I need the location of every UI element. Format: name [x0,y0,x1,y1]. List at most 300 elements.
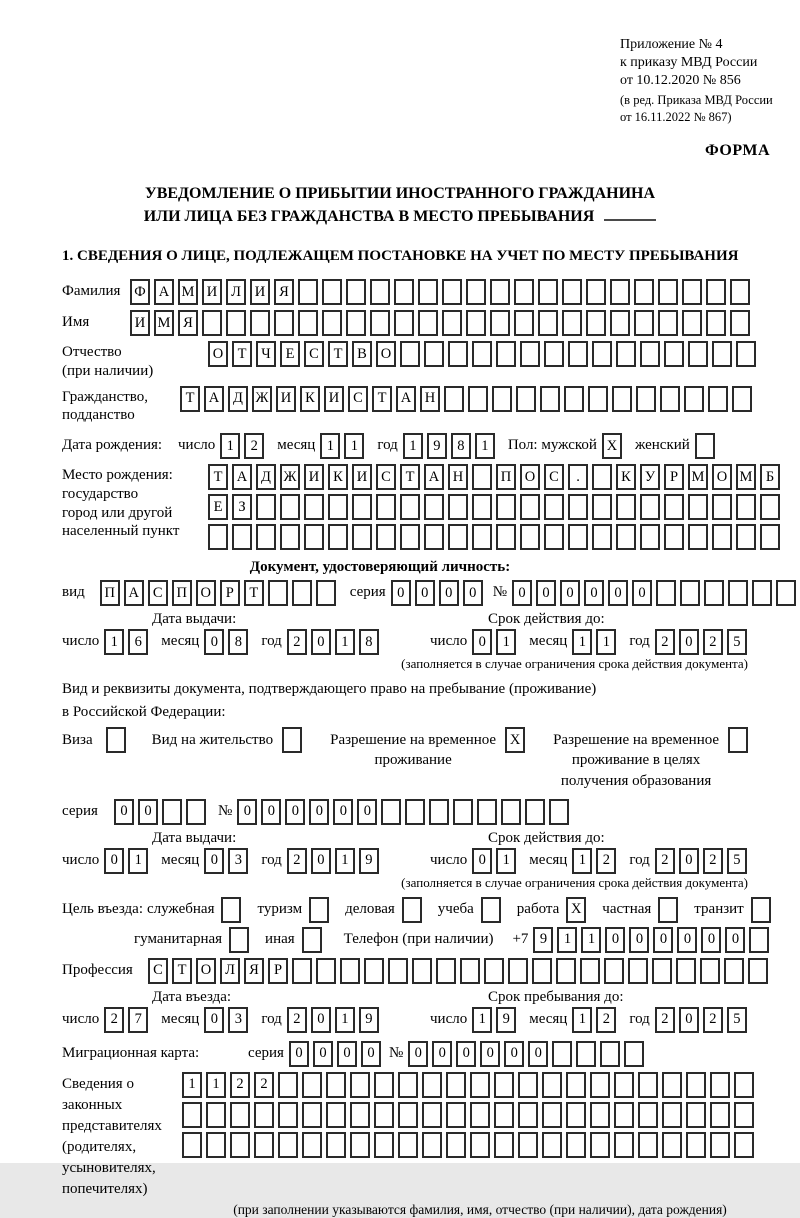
purpose-label: Цель въезда: [62,900,143,917]
char-cell: 1 [403,433,423,459]
char-cell: З [232,494,252,520]
char-cell: Р [268,958,288,984]
char-cell: М [154,310,174,336]
char-cell [566,1132,586,1158]
char-cell [490,310,510,336]
sex-female-checkbox [695,433,719,459]
doc-number-label: № [492,584,507,601]
char-cell: 6 [128,629,148,655]
checkbox-cell: X [505,727,525,753]
char-cell [206,1132,226,1158]
doc-expiry-cells [430,629,751,655]
purpose-options-1 [143,897,775,923]
option-label: транзит [694,900,744,917]
char-cell: 0 [204,629,224,655]
char-cell: 7 [128,1007,148,1033]
char-cell: М [736,464,756,490]
birthdate-row [62,433,800,459]
residence-number-label: № [218,802,233,819]
char-cell [381,799,401,825]
residence-doc-intro [62,678,800,723]
char-cell: 3 [228,848,248,874]
entry-year-cells [287,1007,383,1033]
char-cell [405,799,425,825]
forma-label: ФОРМА [704,141,770,159]
char-cell: И [324,386,344,412]
purpose-options-2 [130,927,326,953]
patronymic-label-line-2: (при наличии) [62,362,154,379]
char-cell: В [352,341,372,367]
char-cell [278,1102,298,1128]
char-cell [182,1102,202,1128]
char-cell [292,580,312,606]
char-cell [514,279,534,305]
char-cell: 2 [703,629,723,655]
char-cell [370,279,390,305]
char-cell [684,386,704,412]
char-cell: 0 [528,1041,548,1067]
char-cell [508,958,528,984]
residence-permit-label: Вид на жительство [151,732,274,749]
char-cell: 0 [472,629,492,655]
char-cell: 2 [287,1007,307,1033]
char-cell [586,279,606,305]
char-cell [470,1102,490,1128]
char-cell: 0 [632,580,652,606]
identity-doc-dates [62,611,800,655]
char-cell: И [276,386,296,412]
char-cell [394,310,414,336]
char-cell: 0 [138,799,158,825]
char-cell [254,1132,274,1158]
char-cell: 0 [677,927,697,953]
char-cell [466,310,486,336]
char-cell [448,524,468,550]
residence-permit-option [152,727,306,753]
char-cell: 9 [359,848,379,874]
char-cell [556,958,576,984]
temp-permit-label [330,727,496,771]
char-cell [658,279,678,305]
char-cell [278,1072,298,1098]
char-cell: Л [220,958,240,984]
char-cell: 1 [182,1072,202,1098]
char-cell: 8 [451,433,471,459]
temp-permit-label-line-1: Разрешение на временное [330,732,497,749]
char-cell: 0 [114,799,134,825]
residence-issue-year-cells [287,848,383,874]
char-cell [634,310,654,336]
char-cell: 2 [230,1072,250,1098]
migration-card-row [62,1041,800,1067]
sex-female-label: женский [634,437,690,454]
year-label: год [629,1010,650,1027]
residence-doc-intro-line-2: в Российской Федерации: [62,703,226,720]
birth-month-cells [320,433,368,459]
doc-type-label: вид [62,584,85,601]
birth-day-cells [220,433,268,459]
char-cell: 0 [337,1041,357,1067]
char-cell: Д [228,386,248,412]
checkbox-cell [282,727,302,753]
day-label: число [430,851,468,868]
char-cell: 5 [727,1007,747,1033]
residence-issue-day-cells [104,848,152,874]
char-cell: 0 [725,927,745,953]
surname-label: Фамилия [62,283,121,300]
checkbox-cell [302,927,322,953]
char-cell: 1 [104,629,124,655]
char-cell: 0 [311,848,331,874]
char-cell: 0 [608,580,628,606]
char-cell [352,524,372,550]
citizenship-label [62,386,180,426]
char-cell [532,958,552,984]
char-cell: 0 [512,580,532,606]
checkbox-cell [658,897,678,923]
char-cell [590,1102,610,1128]
char-cell [442,279,462,305]
char-cell: 1 [472,1007,492,1033]
char-cell: 8 [359,629,379,655]
residence-doc-dates [62,830,800,874]
residence-issue-heading: Дата выдачи: [152,829,237,846]
char-cell [538,279,558,305]
char-cell: 0 [408,1041,428,1067]
char-cell: 2 [703,1007,723,1033]
citizenship-label-line-2: подданство [62,407,135,424]
stay-until-group [430,989,751,1033]
char-cell: 0 [204,1007,224,1033]
birthplace-label-line-1: Место рождения: [62,467,173,484]
char-cell [466,279,486,305]
edu-permit-option [553,727,752,791]
char-cell: 1 [496,848,516,874]
char-cell [346,279,366,305]
char-cell [728,580,748,606]
day-label: число [62,851,100,868]
char-cell [708,386,728,412]
char-cell: Н [448,464,468,490]
migration-card-label: Миграционная карта: [62,1044,200,1061]
doc-issue-group [62,611,430,655]
month-label: месяц [529,1010,568,1027]
char-cell [518,1102,538,1128]
residence-number-cells [237,799,573,825]
char-cell: А [204,386,224,412]
checkbox-cell [695,433,715,459]
char-cell: 0 [309,799,329,825]
doc-type-cells [100,580,340,606]
checkbox-cell [309,897,329,923]
char-cell: А [424,464,444,490]
checkbox-cell [751,897,771,923]
char-cell [688,524,708,550]
sex-male-checkbox [602,433,626,459]
char-cell [520,341,540,367]
char-cell [580,958,600,984]
char-cell [562,279,582,305]
char-cell [662,1132,682,1158]
char-cell: О [196,958,216,984]
char-cell [544,524,564,550]
char-cell [492,386,512,412]
char-cell [586,310,606,336]
char-cell [616,524,636,550]
char-cell [760,494,780,520]
char-cell [304,524,324,550]
char-cell [340,958,360,984]
representatives-label-line-1: Сведения о [62,1075,134,1092]
char-cell [612,386,632,412]
option-label: учеба [437,900,474,917]
char-cell: 1 [596,629,616,655]
residence-series-label: серия [62,802,98,819]
char-cell [730,279,750,305]
char-cell [564,386,584,412]
char-cell [422,1132,442,1158]
surname-row [62,279,800,305]
char-cell: Р [664,464,684,490]
char-cell [268,580,288,606]
char-cell [470,1132,490,1158]
phone-prefix: +7 [512,930,529,947]
char-cell: С [544,464,564,490]
char-cell: 1 [572,848,592,874]
char-cell [652,958,672,984]
char-cell: 1 [220,433,240,459]
char-cell: О [376,341,396,367]
char-cell [274,310,294,336]
char-cell: 2 [703,848,723,874]
char-cell [484,958,504,984]
char-cell: О [196,580,216,606]
char-cell: 9 [427,433,447,459]
residence-issue-cells [62,848,430,874]
char-cell: С [148,958,168,984]
char-cell [374,1132,394,1158]
char-cell: 8 [228,629,248,655]
char-cell: П [172,580,192,606]
stay-month-cells [572,1007,620,1033]
char-cell [732,386,752,412]
char-cell: 0 [653,927,673,953]
char-cell: 1 [344,433,364,459]
char-cell [542,1132,562,1158]
char-cell [624,1041,644,1067]
char-cell [376,494,396,520]
char-cell [496,341,516,367]
day-label: число [430,1010,468,1027]
day-label: число [62,633,100,650]
edu-permit-label-line-1: Разрешение на временное [553,732,720,749]
char-cell [352,494,372,520]
char-cell [444,386,464,412]
char-cell [676,958,696,984]
char-cell: 1 [206,1072,226,1098]
residence-expiry-year-cells [655,848,751,874]
section1-heading: 1. СВЕДЕНИЯ О ЛИЦЕ, ПОДЛЕЖАЩЕМ ПОСТАНОВКЕ НА УЧЕТ ПО МЕСТУ ПРЕБЫВАНИЯ [62,248,739,265]
residence-expiry-note: (заполняется в случае ограничения срока действия документа) [401,874,748,890]
char-cell [422,1072,442,1098]
phone-cells [533,927,773,953]
char-cell: 0 [237,799,257,825]
char-cell [540,386,560,412]
char-cell [514,310,534,336]
char-cell: 0 [285,799,305,825]
residence-expiry-month-cells [572,848,620,874]
char-cell: 1 [335,1007,355,1033]
char-cell [400,494,420,520]
char-cell [664,494,684,520]
char-cell: 2 [287,848,307,874]
char-cell: Д [256,464,276,490]
day-label: число [62,1010,100,1027]
char-cell: 0 [311,1007,331,1033]
char-cell [614,1102,634,1128]
char-cell [412,958,432,984]
representatives-cells-block [182,1072,758,1162]
char-cell: П [100,580,120,606]
char-cell: 2 [287,629,307,655]
char-cell: Т [232,341,252,367]
purpose-row-1 [62,897,800,923]
char-cell [590,1072,610,1098]
char-cell [302,1132,322,1158]
month-label: месяц [161,851,200,868]
year-label: год [261,851,282,868]
char-cell: 2 [244,433,264,459]
char-cell: О [712,464,732,490]
char-cell: 2 [254,1072,274,1098]
char-cell [496,524,516,550]
char-cell [162,799,182,825]
residence-issue-group [62,830,430,874]
sex-male-label: Пол: мужской [507,437,597,454]
char-cell [302,1072,322,1098]
appendix-line-1: Приложение № 4 [620,37,723,52]
char-cell [496,494,516,520]
month-label: месяц [529,851,568,868]
checkbox-cell [106,727,126,753]
char-cell [682,310,702,336]
birthplace-label [62,464,208,541]
form-title-line-2-text: ИЛИ ЛИЦА БЕЗ ГРАЖДАНСТВА В МЕСТО ПРЕБЫВАНИЯ [143,208,595,225]
appendix-line-3: от 10.12.2020 № 856 [620,73,741,89]
form-title [0,182,800,228]
char-cell [328,524,348,550]
char-cell [429,799,449,825]
option-label: деловая [345,900,395,917]
option-label: туризм [257,900,303,917]
char-cell [316,580,336,606]
doc-expiry-month-cells [572,629,620,655]
char-cell [700,958,720,984]
char-cell: Т [244,580,264,606]
checkbox-cell [229,927,249,953]
patronymic-row [62,341,800,381]
char-cell [494,1072,514,1098]
char-cell: 9 [496,1007,516,1033]
char-cell [280,494,300,520]
char-cell [730,310,750,336]
doc-expiry-year-cells [655,629,751,655]
char-cell [302,1102,322,1128]
char-cell [400,524,420,550]
char-cell: 1 [335,848,355,874]
birth-year-cells [403,433,499,459]
char-cell: Я [244,958,264,984]
char-cell [600,1041,620,1067]
char-cell [460,958,480,984]
char-cell: 0 [480,1041,500,1067]
char-cell [206,1102,226,1128]
residence-expiry-cells [430,848,751,874]
char-cell [736,524,756,550]
residence-expiry-group [430,830,751,874]
edu-permit-label-line-3: получения образования [560,772,712,789]
char-cell [610,310,630,336]
char-cell: У [640,464,660,490]
doc-issue-month-cells [204,629,252,655]
doc-expiry-note: (заполняется в случае ограничения срока действия документа) [401,656,748,672]
char-cell: 0 [463,580,483,606]
char-cell [394,279,414,305]
char-cell: Р [220,580,240,606]
surname-cells [130,279,754,305]
char-cell [472,524,492,550]
char-cell [610,279,630,305]
char-cell: Я [178,310,198,336]
char-cell [712,524,732,550]
char-cell: 0 [415,580,435,606]
char-cell: 1 [496,629,516,655]
char-cell: 9 [533,927,553,953]
firstname-row [62,310,800,336]
char-cell [638,1102,658,1128]
representatives-label-line-6: попечителях) [62,1180,148,1197]
doc-issue-cells [62,629,430,655]
char-cell [688,341,708,367]
char-cell: 0 [629,927,649,953]
citizenship-cells [180,386,756,412]
char-cell [680,580,700,606]
char-cell [470,1072,490,1098]
char-cell [424,341,444,367]
char-cell [518,1132,538,1158]
char-cell [472,464,492,490]
char-cell: 0 [456,1041,476,1067]
firstname-label: Имя [62,314,90,331]
char-cell [640,494,660,520]
char-cell [518,1072,538,1098]
char-cell [706,310,726,336]
char-cell: К [616,464,636,490]
char-cell [682,279,702,305]
char-cell: 1 [320,433,340,459]
char-cell [590,1132,610,1158]
char-cell [304,494,324,520]
doc-issue-year-cells [287,629,383,655]
char-cell: Ф [130,279,150,305]
char-cell [640,341,660,367]
char-cell: 1 [475,433,495,459]
char-cell [706,279,726,305]
char-cell: М [688,464,708,490]
entry-date-group [62,989,430,1033]
doc-issue-day-cells [104,629,152,655]
char-cell: А [154,279,174,305]
